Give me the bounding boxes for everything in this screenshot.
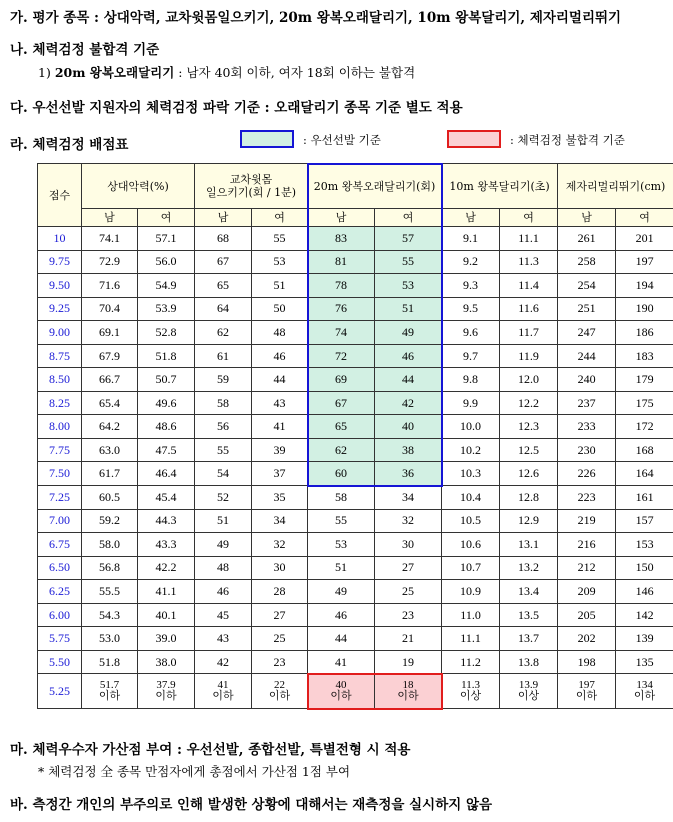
score-cell: 7.75 bbox=[38, 438, 82, 462]
value-cell: 10.2 bbox=[442, 438, 500, 462]
value-cell: 48 bbox=[195, 556, 252, 580]
section-fail-criteria: 나. 체력검정 불합격 기준 bbox=[10, 42, 160, 58]
value-cell: 11.2 bbox=[442, 650, 500, 674]
value-cell: 55 bbox=[375, 250, 442, 274]
table-row bbox=[38, 486, 673, 510]
value-cell: 49 bbox=[308, 580, 375, 604]
value-cell: 63.0 bbox=[82, 438, 138, 462]
table-row bbox=[38, 509, 673, 533]
header-situps-male: 남 bbox=[195, 209, 252, 227]
value-cell: 43 bbox=[252, 391, 308, 415]
fitness-bonus-note: * 체력검정 全 종목 만점자에게 총점에서 가산점 1점 부여 bbox=[38, 764, 351, 779]
value-cell: 175 bbox=[616, 391, 673, 415]
value-cell: 13.5 bbox=[500, 603, 558, 627]
value-cell: 205 bbox=[558, 603, 616, 627]
value-cell: 254 bbox=[558, 274, 616, 298]
header-situps bbox=[195, 164, 308, 209]
value-cell: 61.7 bbox=[82, 462, 138, 486]
header-grip-strength: 상대악력(%) bbox=[82, 164, 195, 209]
score-cell: 9.75 bbox=[38, 250, 82, 274]
header-longjump-female: 여 bbox=[616, 209, 673, 227]
value-cell: 39 bbox=[252, 438, 308, 462]
value-cell: 50.7 bbox=[138, 368, 195, 392]
value-cell: 38 bbox=[375, 438, 442, 462]
value-cell: 46 bbox=[252, 344, 308, 368]
value-cell: 21 bbox=[375, 627, 442, 651]
value-cell: 11.3 이상 bbox=[442, 674, 500, 709]
table-row bbox=[38, 462, 673, 486]
value-cell: 46 bbox=[375, 344, 442, 368]
value-cell: 41 bbox=[252, 415, 308, 439]
value-cell: 25 bbox=[252, 627, 308, 651]
header-20m-shuttle: 20m 왕복오래달리기(회) bbox=[308, 164, 442, 209]
value-cell: 13.9 이상 bbox=[500, 674, 558, 709]
score-cell: 6.00 bbox=[38, 603, 82, 627]
value-cell: 201 bbox=[616, 227, 673, 251]
legend-priority-label: : 우선선발 기준 bbox=[303, 133, 381, 147]
value-cell: 52 bbox=[195, 486, 252, 510]
value-cell: 56.8 bbox=[82, 556, 138, 580]
fail-criteria-prefix: 1) bbox=[38, 65, 55, 80]
value-cell: 12.5 bbox=[500, 438, 558, 462]
value-cell: 10.0 bbox=[442, 415, 500, 439]
value-cell: 49 bbox=[375, 321, 442, 345]
value-cell: 30 bbox=[252, 556, 308, 580]
value-cell: 30 bbox=[375, 533, 442, 557]
value-cell: 12.9 bbox=[500, 509, 558, 533]
value-cell: 81 bbox=[308, 250, 375, 274]
value-cell: 10.3 bbox=[442, 462, 500, 486]
value-cell: 62 bbox=[195, 321, 252, 345]
value-cell: 146 bbox=[616, 580, 673, 604]
value-cell: 9.6 bbox=[442, 321, 500, 345]
value-cell: 233 bbox=[558, 415, 616, 439]
value-cell: 153 bbox=[616, 533, 673, 557]
value-cell: 172 bbox=[616, 415, 673, 439]
value-cell: 65.4 bbox=[82, 391, 138, 415]
value-cell: 34 bbox=[252, 509, 308, 533]
table-row bbox=[38, 603, 673, 627]
value-cell: 52.8 bbox=[138, 321, 195, 345]
value-cell: 11.1 bbox=[442, 627, 500, 651]
value-cell: 83 bbox=[308, 227, 375, 251]
value-cell: 9.3 bbox=[442, 274, 500, 298]
score-cell: 9.25 bbox=[38, 297, 82, 321]
table-row bbox=[38, 274, 673, 298]
value-cell: 58 bbox=[195, 391, 252, 415]
score-cell: 6.25 bbox=[38, 580, 82, 604]
value-cell: 46 bbox=[195, 580, 252, 604]
value-cell: 10.5 bbox=[442, 509, 500, 533]
value-cell: 53 bbox=[252, 250, 308, 274]
table-row bbox=[38, 227, 673, 251]
value-cell: 10.6 bbox=[442, 533, 500, 557]
score-cell: 8.25 bbox=[38, 391, 82, 415]
legend-fail-label: : 체력검정 불합격 기준 bbox=[510, 133, 625, 147]
score-cell: 6.75 bbox=[38, 533, 82, 557]
value-cell: 64.2 bbox=[82, 415, 138, 439]
value-cell: 18 이하 bbox=[375, 674, 442, 709]
value-cell: 258 bbox=[558, 250, 616, 274]
value-cell: 23 bbox=[375, 603, 442, 627]
value-cell: 197 이하 bbox=[558, 674, 616, 709]
value-cell: 150 bbox=[616, 556, 673, 580]
value-cell: 42 bbox=[375, 391, 442, 415]
value-cell: 61 bbox=[195, 344, 252, 368]
value-cell: 12.2 bbox=[500, 391, 558, 415]
value-cell: 251 bbox=[558, 297, 616, 321]
value-cell: 55 bbox=[252, 227, 308, 251]
value-cell: 142 bbox=[616, 603, 673, 627]
table-row bbox=[38, 533, 673, 557]
value-cell: 12.6 bbox=[500, 462, 558, 486]
header-score: 점수 bbox=[38, 164, 82, 227]
value-cell: 46 bbox=[308, 603, 375, 627]
value-cell: 194 bbox=[616, 274, 673, 298]
header-10m-shuttle: 10m 왕복달리기(초) bbox=[442, 164, 558, 209]
header-long-jump: 제자리멀리뛰기(cm) bbox=[558, 164, 673, 209]
value-cell: 11.4 bbox=[500, 274, 558, 298]
section-priority-fail-criteria: 다. 우선선발 지원자의 체력검정 파락 기준 : 오래달리기 종목 기준 별도 적용 bbox=[10, 100, 463, 116]
value-cell: 54 bbox=[195, 462, 252, 486]
value-cell: 41.1 bbox=[138, 580, 195, 604]
value-cell: 11.0 bbox=[442, 603, 500, 627]
score-cell: 10 bbox=[38, 227, 82, 251]
value-cell: 11.1 bbox=[500, 227, 558, 251]
value-cell: 66.7 bbox=[82, 368, 138, 392]
value-cell: 55 bbox=[195, 438, 252, 462]
header-shuttle20-male: 남 bbox=[308, 209, 375, 227]
score-cell: 6.50 bbox=[38, 556, 82, 580]
value-cell: 51.7 이하 bbox=[82, 674, 138, 709]
value-cell: 72 bbox=[308, 344, 375, 368]
value-cell: 46.4 bbox=[138, 462, 195, 486]
table-row bbox=[38, 650, 673, 674]
value-cell: 12.0 bbox=[500, 368, 558, 392]
value-cell: 58.0 bbox=[82, 533, 138, 557]
value-cell: 70.4 bbox=[82, 297, 138, 321]
value-cell: 43.3 bbox=[138, 533, 195, 557]
value-cell: 44 bbox=[308, 627, 375, 651]
value-cell: 179 bbox=[616, 368, 673, 392]
value-cell: 22 이하 bbox=[252, 674, 308, 709]
value-cell: 183 bbox=[616, 344, 673, 368]
value-cell: 40 bbox=[375, 415, 442, 439]
value-cell: 50 bbox=[252, 297, 308, 321]
value-cell: 32 bbox=[375, 509, 442, 533]
value-cell: 69 bbox=[308, 368, 375, 392]
value-cell: 10.9 bbox=[442, 580, 500, 604]
value-cell: 48 bbox=[252, 321, 308, 345]
score-cell: 7.00 bbox=[38, 509, 82, 533]
value-cell: 41 bbox=[308, 650, 375, 674]
table-row bbox=[38, 250, 673, 274]
value-cell: 13.2 bbox=[500, 556, 558, 580]
score-cell: 5.75 bbox=[38, 627, 82, 651]
value-cell: 11.7 bbox=[500, 321, 558, 345]
value-cell: 226 bbox=[558, 462, 616, 486]
value-cell: 55.5 bbox=[82, 580, 138, 604]
value-cell: 41 이하 bbox=[195, 674, 252, 709]
table-row bbox=[38, 344, 673, 368]
value-cell: 40 이하 bbox=[308, 674, 375, 709]
value-cell: 223 bbox=[558, 486, 616, 510]
header-grip-female: 여 bbox=[138, 209, 195, 227]
value-cell: 134 이하 bbox=[616, 674, 673, 709]
value-cell: 40.1 bbox=[138, 603, 195, 627]
value-cell: 23 bbox=[252, 650, 308, 674]
value-cell: 68 bbox=[195, 227, 252, 251]
value-cell: 135 bbox=[616, 650, 673, 674]
value-cell: 13.7 bbox=[500, 627, 558, 651]
value-cell: 53.0 bbox=[82, 627, 138, 651]
value-cell: 56 bbox=[195, 415, 252, 439]
table-row bbox=[38, 438, 673, 462]
value-cell: 190 bbox=[616, 297, 673, 321]
table-row bbox=[38, 556, 673, 580]
value-cell: 197 bbox=[616, 250, 673, 274]
value-cell: 64 bbox=[195, 297, 252, 321]
value-cell: 202 bbox=[558, 627, 616, 651]
value-cell: 44 bbox=[375, 368, 442, 392]
value-cell: 247 bbox=[558, 321, 616, 345]
value-cell: 13.1 bbox=[500, 533, 558, 557]
value-cell: 11.3 bbox=[500, 250, 558, 274]
value-cell: 51.8 bbox=[82, 650, 138, 674]
value-cell: 12.8 bbox=[500, 486, 558, 510]
value-cell: 62 bbox=[308, 438, 375, 462]
header-shuttle10-female: 여 bbox=[500, 209, 558, 227]
value-cell: 37 bbox=[252, 462, 308, 486]
value-cell: 11.6 bbox=[500, 297, 558, 321]
value-cell: 164 bbox=[616, 462, 673, 486]
value-cell: 59 bbox=[195, 368, 252, 392]
value-cell: 57.1 bbox=[138, 227, 195, 251]
table-row bbox=[38, 580, 673, 604]
score-cell: 8.50 bbox=[38, 368, 82, 392]
value-cell: 48.6 bbox=[138, 415, 195, 439]
section-fitness-bonus: 마. 체력우수자 가산점 부여 : 우선선발, 종합선발, 특별전형 시 적용 bbox=[10, 742, 411, 758]
value-cell: 13.8 bbox=[500, 650, 558, 674]
value-cell: 161 bbox=[616, 486, 673, 510]
value-cell: 59.2 bbox=[82, 509, 138, 533]
value-cell: 10.4 bbox=[442, 486, 500, 510]
header-situps-female: 여 bbox=[252, 209, 308, 227]
value-cell: 60 bbox=[308, 462, 375, 486]
value-cell: 54.9 bbox=[138, 274, 195, 298]
value-cell: 65 bbox=[195, 274, 252, 298]
value-cell: 43 bbox=[195, 627, 252, 651]
score-cell: 9.50 bbox=[38, 274, 82, 298]
value-cell: 139 bbox=[616, 627, 673, 651]
value-cell: 44.3 bbox=[138, 509, 195, 533]
score-cell: 7.25 bbox=[38, 486, 82, 510]
value-cell: 34 bbox=[375, 486, 442, 510]
value-cell: 51 bbox=[308, 556, 375, 580]
value-cell: 76 bbox=[308, 297, 375, 321]
value-cell: 9.5 bbox=[442, 297, 500, 321]
score-cell: 5.25 bbox=[38, 674, 82, 709]
value-cell: 53 bbox=[375, 274, 442, 298]
header-shuttle10-male: 남 bbox=[442, 209, 500, 227]
value-cell: 44 bbox=[252, 368, 308, 392]
value-cell: 58 bbox=[308, 486, 375, 510]
value-cell: 27 bbox=[375, 556, 442, 580]
value-cell: 42 bbox=[195, 650, 252, 674]
table-row bbox=[38, 674, 673, 709]
value-cell: 54.3 bbox=[82, 603, 138, 627]
value-cell: 56.0 bbox=[138, 250, 195, 274]
table-row bbox=[38, 391, 673, 415]
score-cell: 9.00 bbox=[38, 321, 82, 345]
value-cell: 240 bbox=[558, 368, 616, 392]
value-cell: 49.6 bbox=[138, 391, 195, 415]
header-situps-line2: 일으키기(회 / 1분) bbox=[206, 186, 297, 199]
table-row bbox=[38, 321, 673, 345]
value-cell: 37.9 이하 bbox=[138, 674, 195, 709]
value-cell: 42.2 bbox=[138, 556, 195, 580]
value-cell: 32 bbox=[252, 533, 308, 557]
header-situps-line1: 교차윗몸 bbox=[229, 173, 273, 186]
value-cell: 237 bbox=[558, 391, 616, 415]
value-cell: 9.9 bbox=[442, 391, 500, 415]
score-table bbox=[37, 163, 673, 709]
value-cell: 25 bbox=[375, 580, 442, 604]
legend-priority-swatch bbox=[240, 130, 294, 148]
value-cell: 9.2 bbox=[442, 250, 500, 274]
score-cell: 8.00 bbox=[38, 415, 82, 439]
value-cell: 27 bbox=[252, 603, 308, 627]
value-cell: 57 bbox=[375, 227, 442, 251]
value-cell: 244 bbox=[558, 344, 616, 368]
value-cell: 230 bbox=[558, 438, 616, 462]
value-cell: 9.1 bbox=[442, 227, 500, 251]
value-cell: 219 bbox=[558, 509, 616, 533]
legend-fail-swatch bbox=[447, 130, 501, 148]
value-cell: 51 bbox=[252, 274, 308, 298]
value-cell: 55 bbox=[308, 509, 375, 533]
value-cell: 60.5 bbox=[82, 486, 138, 510]
score-cell: 5.50 bbox=[38, 650, 82, 674]
value-cell: 51 bbox=[375, 297, 442, 321]
header-grip-male: 남 bbox=[82, 209, 138, 227]
score-cell: 8.75 bbox=[38, 344, 82, 368]
table-row bbox=[38, 627, 673, 651]
value-cell: 74.1 bbox=[82, 227, 138, 251]
value-cell: 19 bbox=[375, 650, 442, 674]
table-row bbox=[38, 368, 673, 392]
value-cell: 45 bbox=[195, 603, 252, 627]
value-cell: 35 bbox=[252, 486, 308, 510]
value-cell: 168 bbox=[616, 438, 673, 462]
value-cell: 261 bbox=[558, 227, 616, 251]
score-cell: 7.50 bbox=[38, 462, 82, 486]
section-evaluation-events: 가. 평가 종목 : 상대악력, 교차윗몸일으키기, 20m 왕복오래달리기, 10m 왕복달리기, 제자리멀리뛰기 bbox=[10, 10, 622, 26]
value-cell: 67 bbox=[308, 391, 375, 415]
value-cell: 47.5 bbox=[138, 438, 195, 462]
value-cell: 216 bbox=[558, 533, 616, 557]
fail-criteria-detail: : 남자 40회 이하, 여자 18회 이하는 불합격 bbox=[174, 65, 416, 80]
section-score-table-title: 라. 체력검정 배점표 bbox=[10, 137, 129, 153]
value-cell: 157 bbox=[616, 509, 673, 533]
table-row bbox=[38, 297, 673, 321]
value-cell: 10.7 bbox=[442, 556, 500, 580]
value-cell: 209 bbox=[558, 580, 616, 604]
value-cell: 186 bbox=[616, 321, 673, 345]
value-cell: 65 bbox=[308, 415, 375, 439]
value-cell: 45.4 bbox=[138, 486, 195, 510]
value-cell: 49 bbox=[195, 533, 252, 557]
value-cell: 13.4 bbox=[500, 580, 558, 604]
value-cell: 53.9 bbox=[138, 297, 195, 321]
value-cell: 71.6 bbox=[82, 274, 138, 298]
fail-criteria-item bbox=[38, 63, 415, 81]
value-cell: 198 bbox=[558, 650, 616, 674]
value-cell: 9.7 bbox=[442, 344, 500, 368]
value-cell: 38.0 bbox=[138, 650, 195, 674]
value-cell: 39.0 bbox=[138, 627, 195, 651]
value-cell: 12.3 bbox=[500, 415, 558, 439]
value-cell: 72.9 bbox=[82, 250, 138, 274]
fail-criteria-event: 20m 왕복오래달리기 bbox=[54, 65, 175, 80]
value-cell: 51 bbox=[195, 509, 252, 533]
value-cell: 69.1 bbox=[82, 321, 138, 345]
section-remeasure-note: 바. 측정간 개인의 부주의로 인해 발생한 상황에 대해서는 재측정을 실시하지 않음 bbox=[10, 797, 493, 813]
header-longjump-male: 남 bbox=[558, 209, 616, 227]
value-cell: 67.9 bbox=[82, 344, 138, 368]
value-cell: 51.8 bbox=[138, 344, 195, 368]
value-cell: 36 bbox=[375, 462, 442, 486]
table-row bbox=[38, 415, 673, 439]
value-cell: 78 bbox=[308, 274, 375, 298]
value-cell: 74 bbox=[308, 321, 375, 345]
value-cell: 67 bbox=[195, 250, 252, 274]
value-cell: 11.9 bbox=[500, 344, 558, 368]
value-cell: 28 bbox=[252, 580, 308, 604]
value-cell: 9.8 bbox=[442, 368, 500, 392]
value-cell: 53 bbox=[308, 533, 375, 557]
header-shuttle20-female: 여 bbox=[375, 209, 442, 227]
value-cell: 212 bbox=[558, 556, 616, 580]
